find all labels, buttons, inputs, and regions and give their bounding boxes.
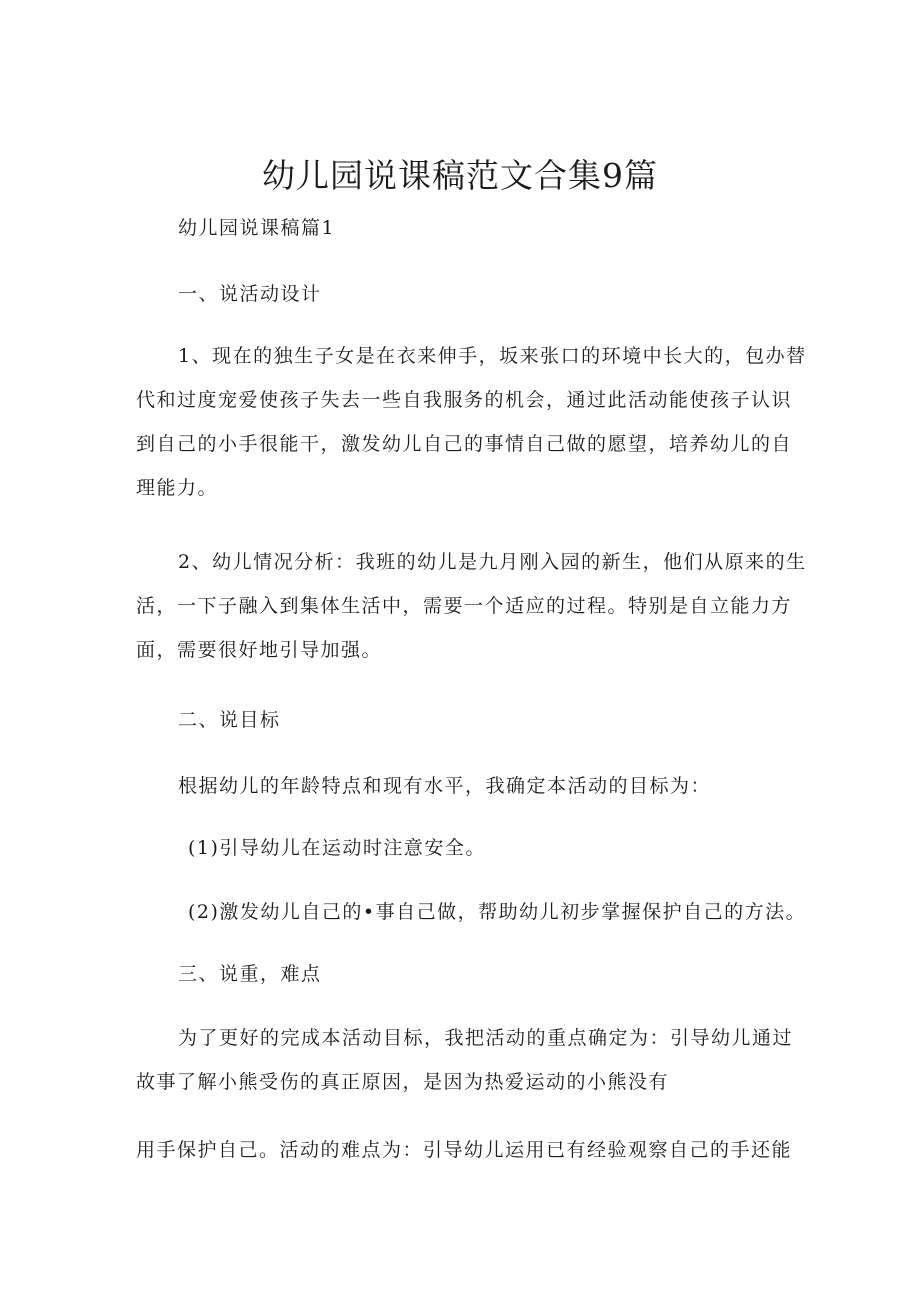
paragraph-1-line: 理能力。 (136, 477, 219, 499)
paragraph-1-line: 1、现在的独生子女是在衣来伸手，坂来张口的环境中长大的，包办替 (178, 345, 807, 367)
paragraph-3-line: 故事了解小熊受伤的真正原因，是因为热爱运动的小熊没有 (136, 1071, 670, 1093)
paragraph-2 (136, 540, 807, 672)
section-subtitle: 幼儿园说课稿篇1 (178, 217, 336, 239)
paragraph-1-line: 代和过度宠爱使孩子失去一些自我服务的机会，通过此活动能使孩子认识 (136, 389, 793, 411)
paragraph-1 (136, 334, 807, 510)
paragraph-1-line: 到自己的小手很能干，激发幼儿自己的事情自己做的愿望，培养幼儿的自 (136, 433, 793, 455)
paragraph-4: 用手保护自己。活动的难点为：引导幼儿运用已有经验观察自己的手还能 (136, 1139, 793, 1161)
goal-item-1: (1)引导幼儿在运动时注意安全。 (188, 837, 486, 859)
heading-goals: 二、说目标 (178, 709, 281, 731)
goals-intro: 根据幼儿的年龄特点和现有水平，我确定本活动的目标为： (178, 775, 712, 797)
heading-key-points: 三、说重，难点 (178, 963, 322, 985)
document-title: 幼儿园说课稿范文合集9篇 (262, 156, 658, 195)
heading-activity-design: 一、说活动设计 (178, 283, 322, 305)
paragraph-2-line: 活，一下子融入到集体生活中，需要一个适应的过程。特别是自立能力方 (136, 595, 793, 617)
paragraph-3-line: 为了更好的完成本活动目标，我把活动的重点确定为：引导幼儿通过 (178, 1027, 794, 1049)
paragraph-2-line: 2、幼儿情况分析：我班的幼儿是九月刚入园的新生，他们从原来的生 (178, 551, 807, 573)
paragraph-3 (136, 1016, 796, 1104)
paragraph-2-line: 面，需要很好地引导加强。 (136, 639, 383, 661)
goal-item-2: (2)激发幼儿自己的•事自己做，帮助幼儿初步掌握保护自己的方法。 (188, 901, 807, 923)
